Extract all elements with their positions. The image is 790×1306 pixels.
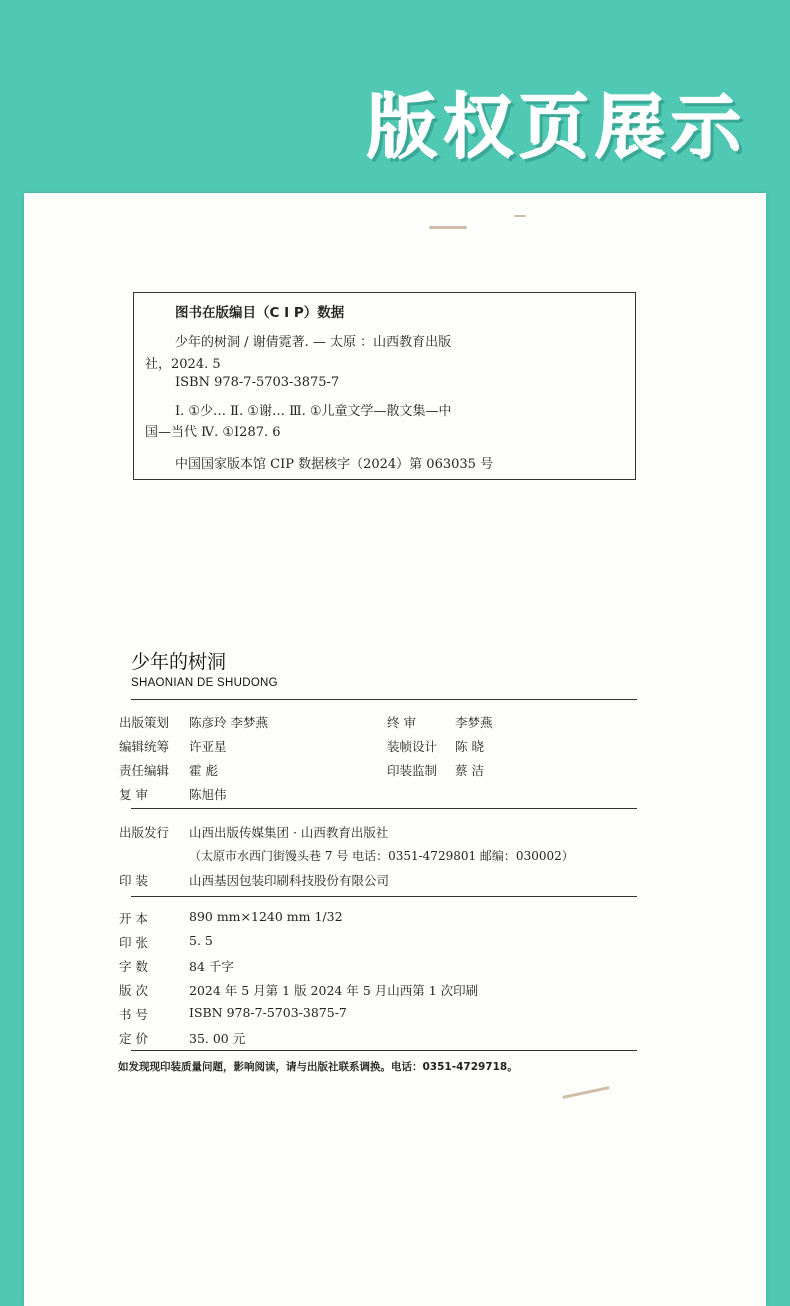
cip-data-box [133, 292, 636, 480]
divider [131, 1050, 637, 1051]
paper-speck [514, 215, 526, 217]
cip-line: Ⅰ. ①少… Ⅱ. ①谢… Ⅲ. ①儿童文学—散文集—中 [175, 404, 452, 419]
printer-label: 印 装 [119, 873, 148, 888]
credit-label: 出版策划 [119, 715, 170, 730]
quality-notice: 如发现现印装质量问题，影响阅读，请与出版社联系调换。电话：0351-4729718。 [118, 1061, 518, 1073]
cip-number: 中国国家版本馆 CIP 数据核字（2024）第 063035 号 [175, 457, 494, 472]
spec-value: 5. 5 [189, 933, 213, 948]
credit-label: 复 审 [119, 787, 148, 802]
credit-value: 李梦燕 [455, 715, 493, 730]
credit-label: 装帧设计 [387, 739, 438, 754]
divider [131, 896, 637, 897]
credit-value: 陈旭伟 [189, 787, 227, 802]
spec-value: ISBN 978-7-5703-3875-7 [189, 1005, 347, 1020]
spec-label: 字 数 [119, 959, 148, 974]
spec-value: 2024 年 5 月第 1 版 2024 年 5 月山西第 1 次印刷 [189, 983, 479, 998]
divider [131, 808, 637, 809]
spec-label: 开 本 [119, 911, 148, 926]
cip-line: 国—当代 Ⅳ. ①I287. 6 [145, 425, 281, 440]
credit-value: 陈 晓 [455, 739, 484, 754]
spec-value: 84 千字 [189, 959, 234, 974]
cip-line: 社，2024. 5 [145, 357, 221, 372]
spec-label: 定 价 [119, 1031, 148, 1046]
cip-isbn: ISBN 978-7-5703-3875-7 [175, 375, 340, 390]
credit-label: 编辑统筹 [119, 739, 170, 754]
spec-label: 印 张 [119, 935, 148, 950]
credit-value: 许亚星 [189, 739, 227, 754]
spec-value: 35. 00 元 [189, 1031, 246, 1046]
credit-label: 责任编辑 [119, 763, 170, 778]
cip-title: 图书在版编目（C I P）数据 [175, 305, 345, 321]
credit-value: 陈彦玲 李梦燕 [189, 715, 268, 730]
spec-label: 版 次 [119, 983, 148, 998]
credit-value: 霍 彪 [189, 763, 218, 778]
spec-value: 890 mm×1240 mm 1/32 [189, 909, 343, 924]
spec-label: 书 号 [119, 1007, 148, 1022]
publisher-label: 出版发行 [119, 825, 170, 840]
copyright-page [24, 193, 766, 1306]
publisher-address: （太原市水西门街馒头巷 7 号 电话：0351-4729801 邮编：030002） [189, 849, 574, 863]
credit-value: 蔡 洁 [455, 763, 484, 778]
book-pinyin: SHAONIAN DE SHUDONG [131, 677, 278, 689]
book-title: 少年的树洞 [131, 651, 227, 673]
printer-value: 山西基因包装印刷科技股份有限公司 [189, 873, 390, 888]
credit-label: 终 审 [387, 715, 416, 730]
banner-title: 版权页展示 [368, 87, 748, 169]
publisher-value: 山西出版传媒集团 · 山西教育出版社 [189, 825, 389, 840]
paper-speck [429, 226, 467, 229]
divider [131, 699, 637, 700]
cip-line: 少年的树洞 / 谢倩霓著. — 太原 ：山西教育出版 [175, 335, 452, 350]
paper-speck [562, 1086, 610, 1099]
credit-label: 印装监制 [387, 763, 438, 778]
